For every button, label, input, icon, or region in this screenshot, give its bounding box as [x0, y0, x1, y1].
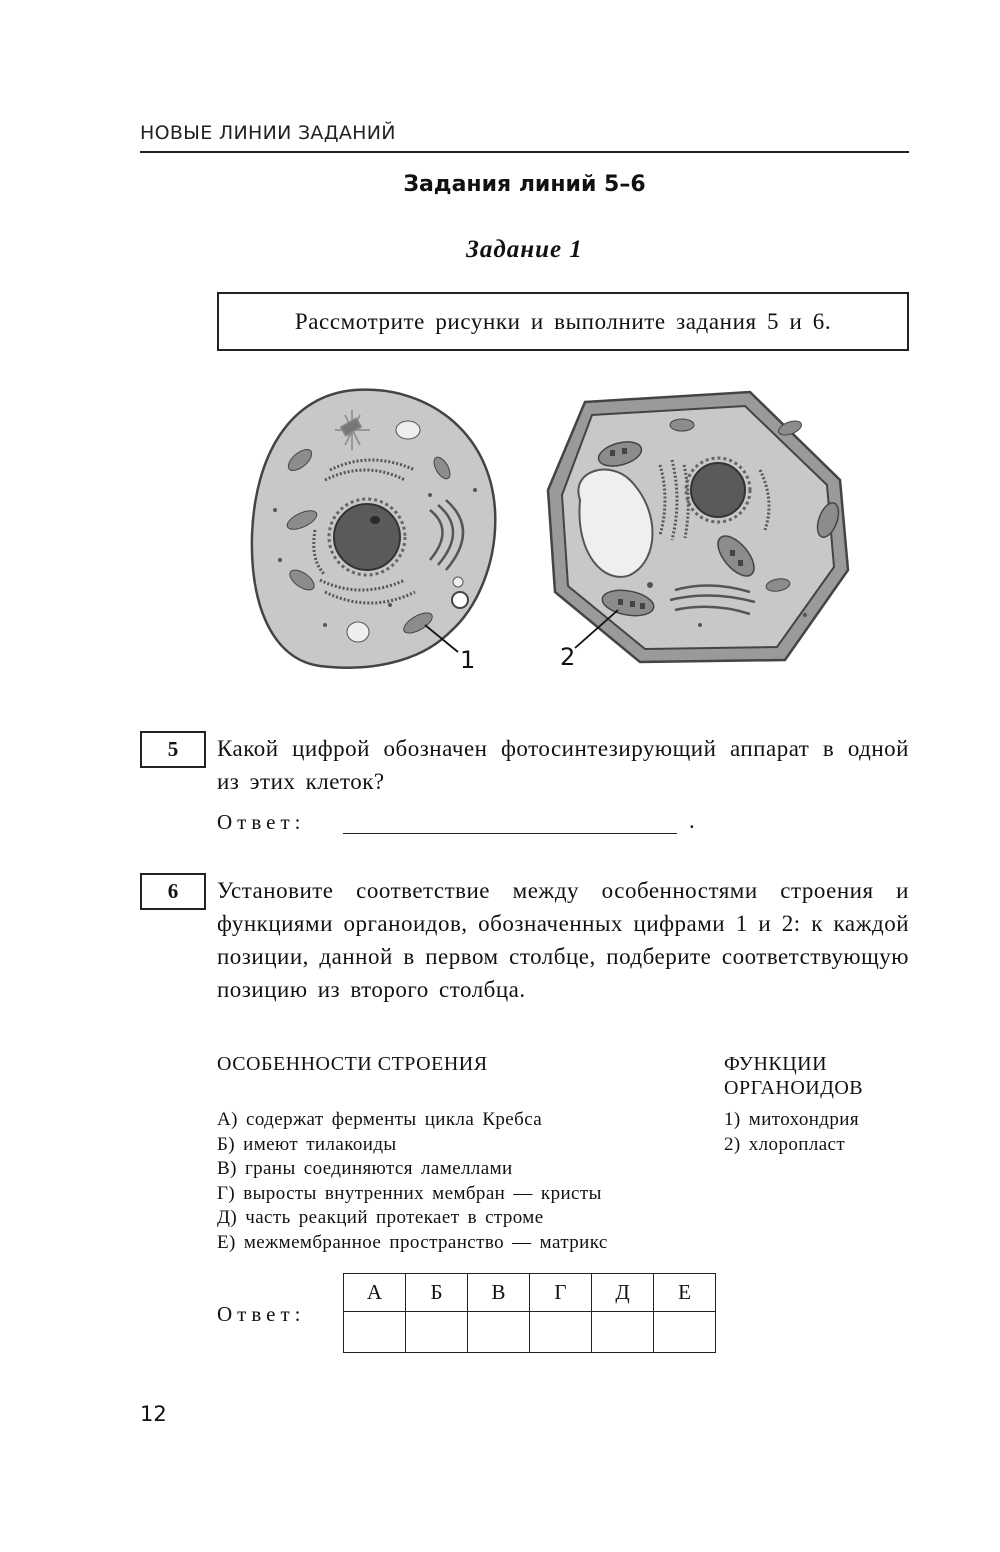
instruction-text: Рассмотрите рисунки и выполните задания 5 и 6. [294, 308, 832, 334]
answer-cell-g[interactable] [530, 1312, 592, 1353]
question-5-answer-end: . [689, 808, 695, 833]
answer-table [343, 1273, 716, 1353]
organoid-functions-list [724, 1108, 859, 1157]
question-6-number-box [140, 873, 206, 910]
question-5-answer-label: Ответ: [217, 810, 306, 834]
section-title: Задания линий 5–6 [403, 172, 646, 197]
answer-cell-b[interactable] [406, 1312, 468, 1353]
answer-column-a: А [344, 1274, 406, 1312]
page-number: 12 [140, 1402, 167, 1426]
answer-cell-v[interactable] [468, 1312, 530, 1353]
column-2-header [724, 1052, 863, 1100]
figure-label-1: 1 [460, 646, 476, 674]
question-6-number: 6 [167, 879, 179, 903]
question-5-answer-line[interactable] [343, 833, 677, 834]
question-5-number-box [140, 731, 206, 768]
list-item: Д) часть реакций протекает в строме [217, 1207, 544, 1228]
list-item: Б) имеют тилакоиды [217, 1133, 397, 1155]
instruction-box [217, 292, 909, 351]
list-item: 2) хлоропласт [724, 1133, 846, 1155]
answer-table-header [344, 1274, 716, 1312]
list-item: Е) межмембранное пространство — матрикс [217, 1231, 608, 1253]
answer-column-d: Д [592, 1274, 654, 1312]
task-title: Задание 1 [466, 236, 583, 263]
question-5-text: Какой цифрой обозначен фотосинтезирующий аппарат в одной из этих клеток? [217, 736, 909, 794]
plant-cell [548, 392, 848, 662]
answer-column-e: Е [654, 1274, 716, 1312]
column-2-header-line-2: ОРГАНОИДОВ [724, 1077, 864, 1099]
question-6-answer-label: Ответ: [217, 1302, 306, 1326]
answer-table-values [344, 1312, 716, 1353]
answer-cell-a[interactable] [344, 1312, 406, 1353]
animal-cell [252, 390, 495, 668]
column-2-header-line-1: ФУНКЦИИ [724, 1053, 828, 1075]
structure-features-list [217, 1108, 608, 1255]
list-item: Г) выросты внутренних мембран — кристы [217, 1182, 602, 1204]
header-rule [140, 151, 909, 153]
answer-column-v: В [468, 1274, 530, 1312]
question-5-number: 5 [167, 737, 179, 761]
column-1-header: ОСОБЕННОСТИ СТРОЕНИЯ [217, 1053, 488, 1075]
answer-column-g: Г [530, 1274, 592, 1312]
answer-column-b: Б [406, 1274, 468, 1312]
figure-label-2: 2 [560, 643, 576, 671]
list-item: В) граны соединяются ламеллами [217, 1158, 513, 1179]
list-item: А) содержат ферменты цикла Кребса [217, 1109, 543, 1130]
answer-cell-d[interactable] [592, 1312, 654, 1353]
list-item: 1) митохондрия [724, 1109, 859, 1130]
running-header: НОВЫЕ ЛИНИИ ЗАДАНИЙ [140, 122, 396, 144]
cells-figure [230, 370, 870, 680]
question-6-text: Установите соответствие между особенностями строения и функциями органоидов, обозначенных цифрами 1 и 2: к каждой позиции, данной в первом столбце, подберите соответствующую позицию из второго столбца. [217, 878, 909, 1002]
answer-cell-e[interactable] [654, 1312, 716, 1353]
